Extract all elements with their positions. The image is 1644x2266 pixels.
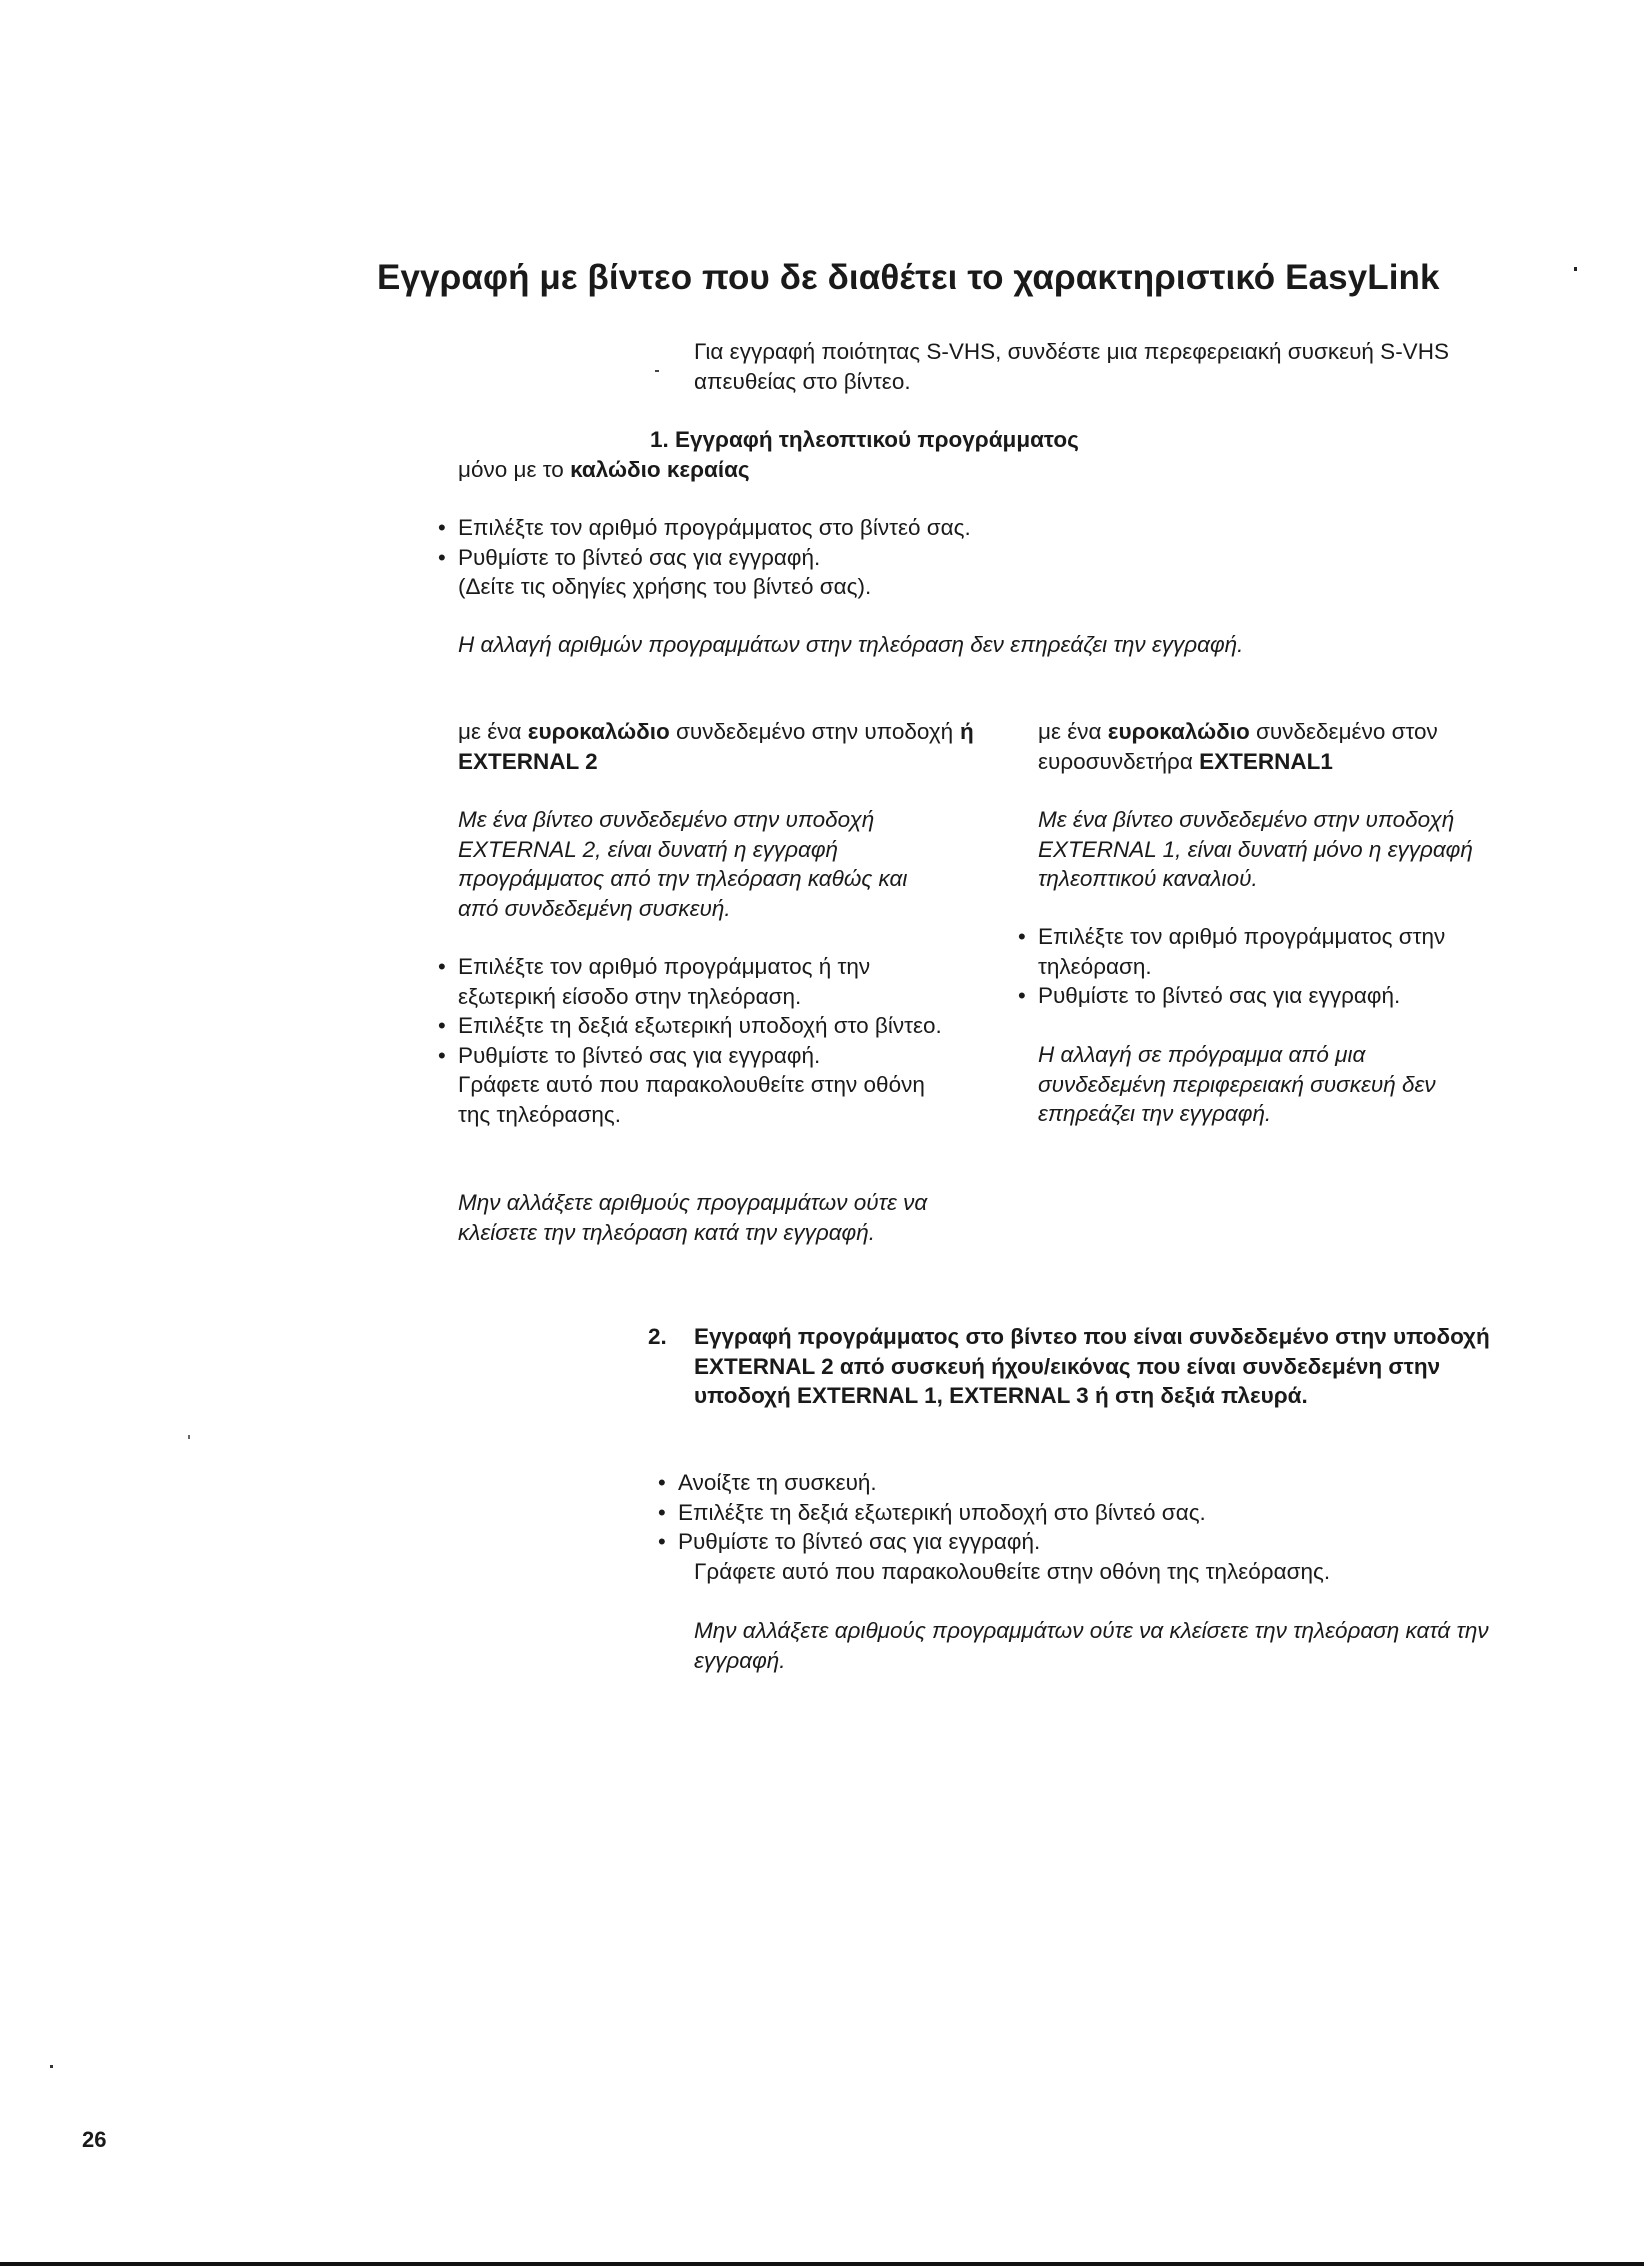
page-bottom-edge <box>0 2262 1644 2266</box>
list-item: • Επιλέξτε τη δεξιά εξωτερική υποδοχή στο βίντεο. <box>440 1011 960 1041</box>
or-separator: ή <box>960 719 974 744</box>
list-item: • Ρυθμίστε το βίντεό σας για εγγραφή. <box>440 543 1440 573</box>
scan-mark <box>655 370 659 372</box>
list-item: • Επιλέξτε τον αριθμό προγράμματος ή την εξωτερική είσοδο στην τηλεόραση. <box>440 952 960 1011</box>
list-item: • Ρυθμίστε το βίντεό σας για εγγραφή. <box>440 1041 960 1071</box>
list-item: • Ανοίξτε τη συσκευή. <box>660 1468 1560 1498</box>
left-intro-mid: συνδεδεμένο στην υποδοχή <box>669 719 954 744</box>
section1-heading: 1. Εγγραφή τηλεοπτικού προγράμματος <box>650 427 1079 452</box>
left-column-bullets <box>440 952 960 1129</box>
list-item-continuation: (Δείτε τις οδηγίες χρήσης του βίντεό σας). <box>458 574 872 599</box>
right-column-intro <box>1038 717 1548 776</box>
list-item: • Ρυθμίστε το βίντεό σας για εγγραφή. <box>660 1527 1560 1557</box>
page-number: 26 <box>82 2127 107 2152</box>
scan-speck <box>50 2065 53 2068</box>
left-intro-prefix: με ένα <box>458 719 528 744</box>
list-item-continuation: Γράφετε αυτό που παρακολουθείτε στην οθόνη της τηλεόρασης. <box>458 1072 925 1127</box>
section2-heading: Εγγραφή προγράμματος στο βίντεο που είναι συνδεδεμένο στην υποδοχή EXTERNAL 2 από συσκευή ήχου/εικόνας που είναι συνδεδεμένη στην υποδοχή EXTERNAL 1, EXTERNAL 3 ή στη δεξιά πλευρά. <box>694 1324 1490 1408</box>
page-title: Εγγραφή με βίντεο που δε διαθέτει το χαρακτηριστικό EasyLink <box>377 258 1440 297</box>
left-column-warning: Μην αλλάξετε αριθμούς προγραμμάτων ούτε να κλείσετε την τηλεόραση κατά την εγγραφή. <box>458 1190 928 1245</box>
left-intro-bold2: EXTERNAL 2 <box>458 748 598 774</box>
right-intro-prefix: με ένα <box>1038 719 1108 744</box>
left-column-intro <box>458 717 968 776</box>
intro-paragraph: Για εγγραφή ποιότητας S-VHS, συνδέστε μια περεφερειακή συσκευή S-VHS απευθείας στο βίντεο. <box>694 339 1449 394</box>
scan-speck <box>188 1435 190 1439</box>
right-column-bullets <box>1020 922 1540 1011</box>
right-column-note: Με ένα βίντεο συνδεδεμένο στην υποδοχή EXTERNAL 1, είναι δυνατή μόνο η εγγραφή τηλεοπτικού καναλιού. <box>1038 807 1473 891</box>
section2-note: Μην αλλάξετε αριθμούς προγραμμάτων ούτε να κλείσετε την τηλεόραση κατά την εγγραφή. <box>694 1618 1489 1673</box>
section1-note: Η αλλαγή αριθμών προγραμμάτων στην τηλεόραση δεν επηρεάζει την εγγραφή. <box>458 632 1244 657</box>
list-item-continuation: Γράφετε αυτό που παρακολουθείτε στην οθόνη της τηλεόρασης. <box>694 1558 1331 1584</box>
section1-sub-bold: καλώδιο κεραίας <box>570 457 750 482</box>
section1-subheading <box>458 455 750 485</box>
scan-speck <box>1574 267 1577 271</box>
section2-number: 2. <box>648 1324 667 1349</box>
left-column-note: Με ένα βίντεο συνδεδεμένο στην υποδοχή EXTERNAL 2, είναι δυνατή η εγγραφή προγράμματος από την τηλεόραση καθώς και από συνδεδεμένη συσκευή. <box>458 807 908 921</box>
section2-bullets <box>660 1468 1560 1586</box>
section1-bullets <box>440 513 1440 602</box>
right-column-warning: Η αλλαγή σε πρόγραμμα από μια συνδεδεμένη περιφερειακή συσκευή δεν επηρεάζει την εγγραφή. <box>1038 1042 1436 1126</box>
list-item: • Επιλέξτε τον αριθμό προγράμματος στο βίντεό σας. <box>440 513 1440 543</box>
section1-sub-prefix: μόνο με το <box>458 457 571 482</box>
right-intro-mid: συνδεδεμένο στον ευροσυνδετήρα <box>1038 719 1438 774</box>
right-intro-bold1: ευροκαλώδιο <box>1107 719 1250 744</box>
list-item: • Επιλέξτε τον αριθμό προγράμματος στην τηλεόραση. <box>1020 922 1540 981</box>
list-item: • Ρυθμίστε το βίντεό σας για εγγραφή. <box>1020 981 1540 1011</box>
left-intro-bold1: ευροκαλώδιο <box>527 719 670 744</box>
right-intro-bold2: EXTERNAL1 <box>1199 748 1333 774</box>
list-item: • Επιλέξτε τη δεξιά εξωτερική υποδοχή στο βίντεό σας. <box>660 1498 1560 1528</box>
